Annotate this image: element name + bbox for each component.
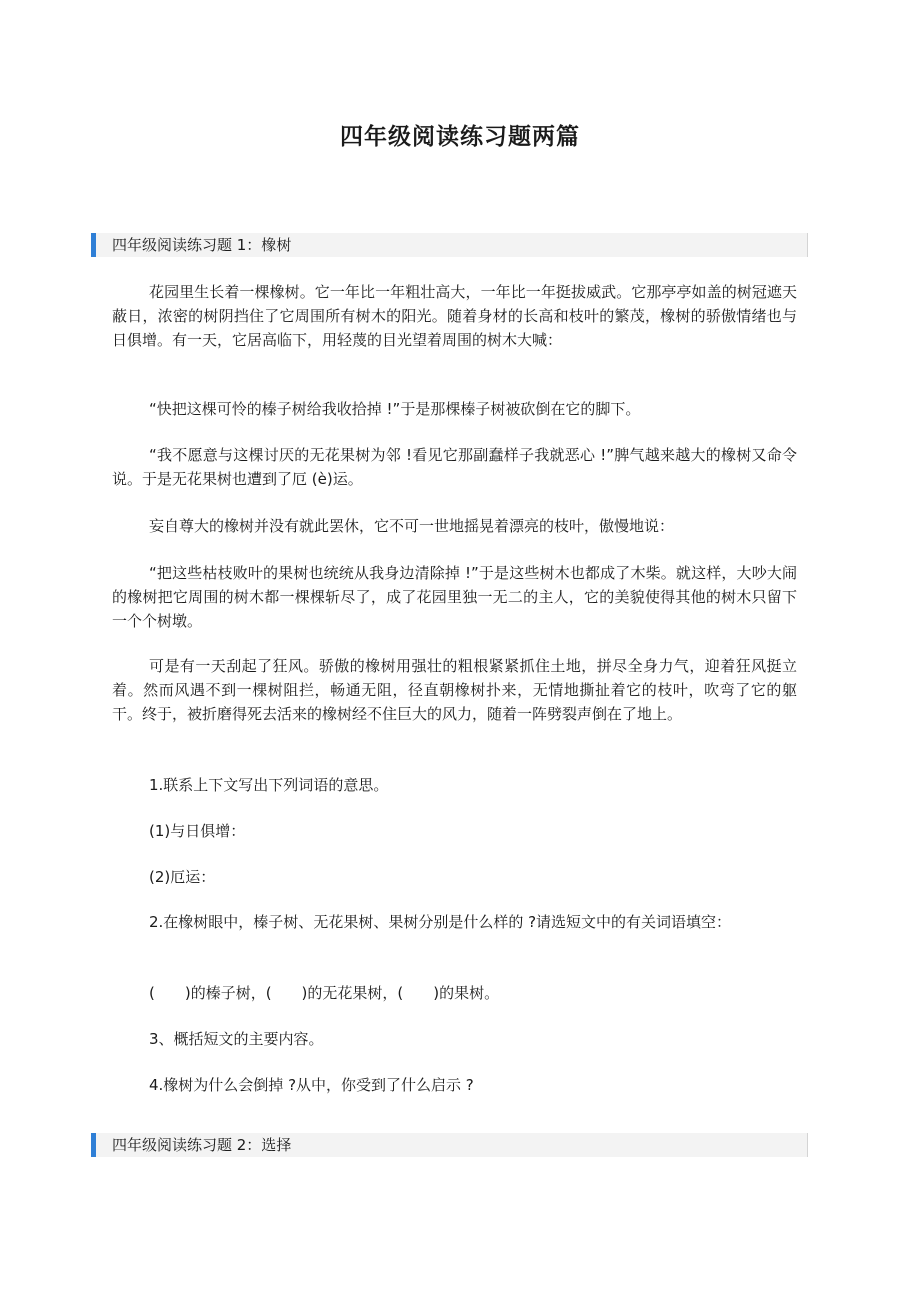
question-1-item-2: (2)厄运： [149,868,216,886]
question-3: 3、概括短文的主要内容。 [149,1030,324,1048]
section-header-1-label: 四年级阅读练习题 1：橡树 [112,236,292,254]
page-title: 四年级阅读练习题两篇 [340,124,580,150]
question-1-item-1: (1)与日俱增： [149,822,246,840]
question-4: 4.橡树为什么会倒掉 ?从中，你受到了什么启示 ? [149,1076,474,1094]
question-2-blanks: ( )的榛子树，( )的无花果树，( )的果树。 [149,984,500,1002]
question-2: 2.在橡树眼中，榛子树、无花果树、果树分别是什么样的 ?请选短文中的有关词语填空： [149,913,732,931]
section-header-2-label: 四年级阅读练习题 2：选择 [112,1136,292,1154]
paragraph-1: 花园里生长着一棵橡树。它一年比一年粗壮高大，一年比一年挺拔威武。它那亭亭如盖的树冠遮天蔽日，浓密的树阴挡住了它周围所有树木的阳光。随着身材的长高和枝叶的繁茂，橡树的骄傲情绪也与日俱增。有一天，它居高临下，用轻蔑的目光望着周围的树木大喊： [112,283,797,349]
paragraph-3: “我不愿意与这棵讨厌的无花果树为邻 !看见它那副蠢样子我就恶心 !”脾气越来越大的橡树又命令说。于是无花果树也遭到了厄 (è)运。 [112,446,797,488]
paragraph-5: “把这些枯枝败叶的果树也统统从我身边清除掉 !”于是这些树木也都成了木柴。就这样，大吵大闹的橡树把它周围的树木都一棵棵斩尽了，成了花园里独一无二的主人，它的美貌使得其他的树木只留下一个个树墩。 [112,564,797,630]
section-header-1 [91,233,808,257]
paragraph-2: “快把这棵可怜的榛子树给我收拾掉 !”于是那棵榛子树被砍倒在它的脚下。 [149,400,641,418]
question-1: 1.联系上下文写出下列词语的意思。 [149,776,389,794]
paragraph-6: 可是有一天刮起了狂风。骄傲的橡树用强壮的粗根紧紧抓住土地，拼尽全身力气，迎着狂风挺立着。然而风遇不到一棵树阻拦，畅通无阻，径直朝橡树扑来，无情地撕扯着它的枝叶，吹弯了它的躯干。终于，被折磨得死去活来的橡树经不住巨大的风力，随着一阵劈裂声倒在了地上。 [112,657,797,723]
paragraph-4: 妄自尊大的橡树并没有就此罢休，它不可一世地摇晃着漂亮的枝叶，傲慢地说： [149,517,675,535]
section-header-2 [91,1133,808,1157]
